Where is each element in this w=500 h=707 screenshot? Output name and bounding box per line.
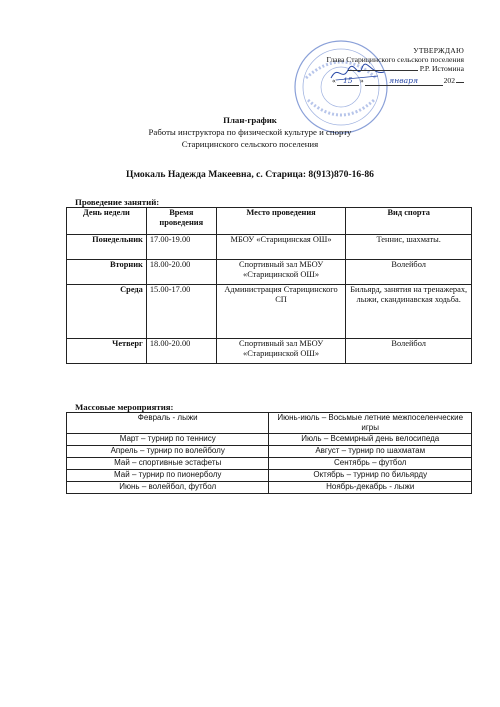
date-year: 202 <box>443 75 455 85</box>
table-row <box>67 235 472 260</box>
subtitle-line1: Работы инструктора по физической культуре и спорту <box>148 127 352 137</box>
approval-block <box>264 46 464 86</box>
classes-section-title: Проведение занятий: <box>75 197 160 207</box>
approval-name: Р.Р. Истомина <box>419 64 464 74</box>
event-cell: Май – спортивные эстафеты <box>67 458 269 470</box>
event-cell: Сентябрь – футбол <box>269 458 472 470</box>
subtitle-line2: Старицинского сельского поселения <box>181 139 319 149</box>
approval-title: УТВЕРЖДАЮ <box>413 46 464 55</box>
event-cell: Август – турнир по шахматам <box>269 446 472 458</box>
instructor-contact: Цмокаль Надежда Макеевна, с. Старица: 8(913)870-16-86 <box>126 169 374 180</box>
table-row <box>67 434 472 446</box>
approval-date <box>264 76 464 86</box>
table-header-row <box>67 208 472 235</box>
events-table <box>66 412 472 494</box>
table-row <box>67 470 472 482</box>
event-cell: Ноябрь-декабрь - лыжи <box>269 482 472 494</box>
cell-time: 17.00-19.00 <box>146 235 216 260</box>
event-cell: Март – турнир по теннису <box>67 434 269 446</box>
signature-blank <box>348 64 418 71</box>
cell-sport: Бильярд, занятия на тренажерах, лыжи, скандинавская ходьба. <box>346 285 472 339</box>
plan-title: План-график <box>223 115 277 125</box>
column-header-sport: Вид спорта <box>346 208 472 235</box>
cell-day: Четверг <box>67 339 147 364</box>
event-cell: Июль – Всемирный день велосипеда <box>269 434 472 446</box>
cell-time: 18.00-20.00 <box>146 339 216 364</box>
cell-place: Спортивный зал МБОУ «Старицинской ОШ» <box>216 339 346 364</box>
cell-place: Администрация Старицинского СП <box>216 285 346 339</box>
table-row <box>67 446 472 458</box>
cell-place: МБОУ «Старицинская ОШ» <box>216 235 346 260</box>
cell-day: Понедельник <box>67 235 147 260</box>
table-row <box>67 339 472 364</box>
event-cell: Май – турнир по пионерболу <box>67 470 269 482</box>
column-header-day: День недели <box>67 208 147 235</box>
event-cell: Июнь – волейбол, футбол <box>67 482 269 494</box>
date-year-blank <box>456 82 464 83</box>
cell-time: 18.00-20.00 <box>146 260 216 285</box>
cell-sport: Волейбол <box>346 260 472 285</box>
date-month: января <box>365 76 443 86</box>
date-close-quote: » <box>359 75 364 85</box>
cell-place: Спортивный зал МБОУ «Старицинской ОШ» <box>216 260 346 285</box>
event-cell: Февраль - лыжи <box>67 413 269 434</box>
cell-day: Среда <box>67 285 147 339</box>
event-cell: Июнь-июль – Восьмые летние межпоселенческие игры <box>269 413 472 434</box>
date-day: 15 <box>337 76 359 86</box>
cell-day: Вторник <box>67 260 147 285</box>
classes-table <box>66 207 472 364</box>
cell-sport: Теннис, шахматы. <box>346 235 472 260</box>
column-header-time: Время проведения <box>146 208 216 235</box>
date-open-quote: « <box>332 75 336 85</box>
events-section-title: Массовые мероприятия: <box>75 402 174 412</box>
event-cell: Октябрь – турнир по бильярду <box>269 470 472 482</box>
table-row <box>67 285 472 339</box>
table-row <box>67 413 472 434</box>
approval-signature-line <box>264 64 464 73</box>
cell-time: 15.00-17.00 <box>146 285 216 339</box>
cell-sport: Волейбол <box>346 339 472 364</box>
column-header-place: Место проведения <box>216 208 346 235</box>
table-row <box>67 458 472 470</box>
approval-position: Глава Старицинского сельского поселения <box>326 55 464 65</box>
table-row <box>67 482 472 494</box>
event-cell: Апрель – турнир по волейболу <box>67 446 269 458</box>
table-row <box>67 260 472 285</box>
